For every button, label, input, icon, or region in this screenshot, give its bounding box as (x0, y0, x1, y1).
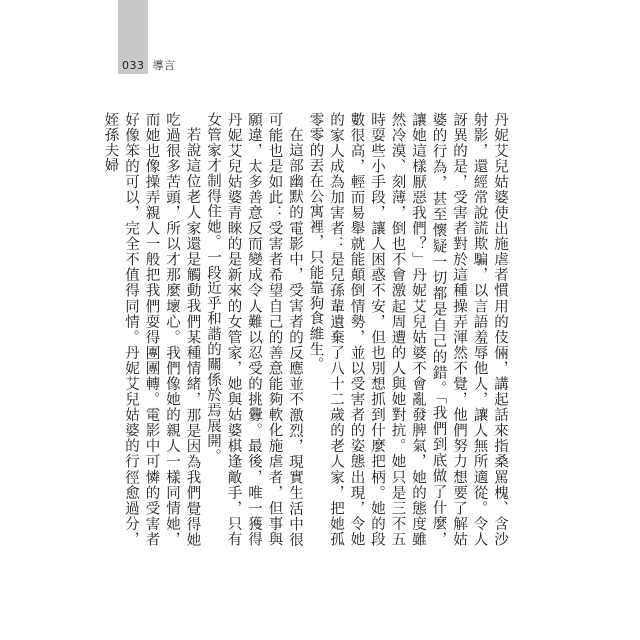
section-title: 導言 (152, 59, 176, 72)
paragraph-2: 在這部幽默的電影中，受害者的反應並不激烈，現實生活中很可能也是如此：受害者希望自己的善意能夠軟化施虐者，但事與願違，太多善意反而變成令人難以忍受的挑釁。最後，唯一獲得丹妮艾兒姑婆青睞的是新來的女管家，她與姑婆棋逢敵手，只有女管家才制得住她。一段近乎和諧的關係於焉展開。 (205, 112, 303, 547)
vertical-body-text (102, 112, 510, 547)
page-number: 033 (122, 59, 145, 72)
paragraph-1: 丹妮艾兒姑婆使出施虐者慣用的伎倆，講起話來指桑罵槐、含沙射影，還經常說謊欺騙，以言語羞辱他人，讓人無所適從。令人訝異的是，受害者對於這種操弄渾然不覺，他們努力想要了解姑婆的行為，甚至懷疑一切都是自己的錯。「我們到底做了什麼，讓她這樣厭惡我們？」丹妮艾兒姑婆不會亂發脾氣，她的態度雖然冷漠、刻薄，倒也不會激起周遭的人與她對抗。她只是三不五時耍些小手段，讓人困惑不安，但也別想抓到什麼把柄。她的段數很高，輕而易舉就能顛倒情勢，並以受害者的姿態出現，令她的家人成為加害者：是兒孫輩遺棄了八十二歲的老人家，把她孤零零的丟在公寓裡，只能靠狗食維生。 (307, 112, 508, 547)
running-header (122, 57, 176, 73)
paragraph-3: 若說這位老人家還是觸動我們某種情緒，那是因為我們覺得她吃過很多苦頭，所以才那麼壞心。我們像她的親人一樣同情她，而她也像操弄親人一般把我們耍得團團轉。電影中可憐的受害者好像笨的可以，完全不值得同情。丹妮艾兒姑婆的行徑愈過分，姪孫夫婦 (102, 112, 201, 547)
